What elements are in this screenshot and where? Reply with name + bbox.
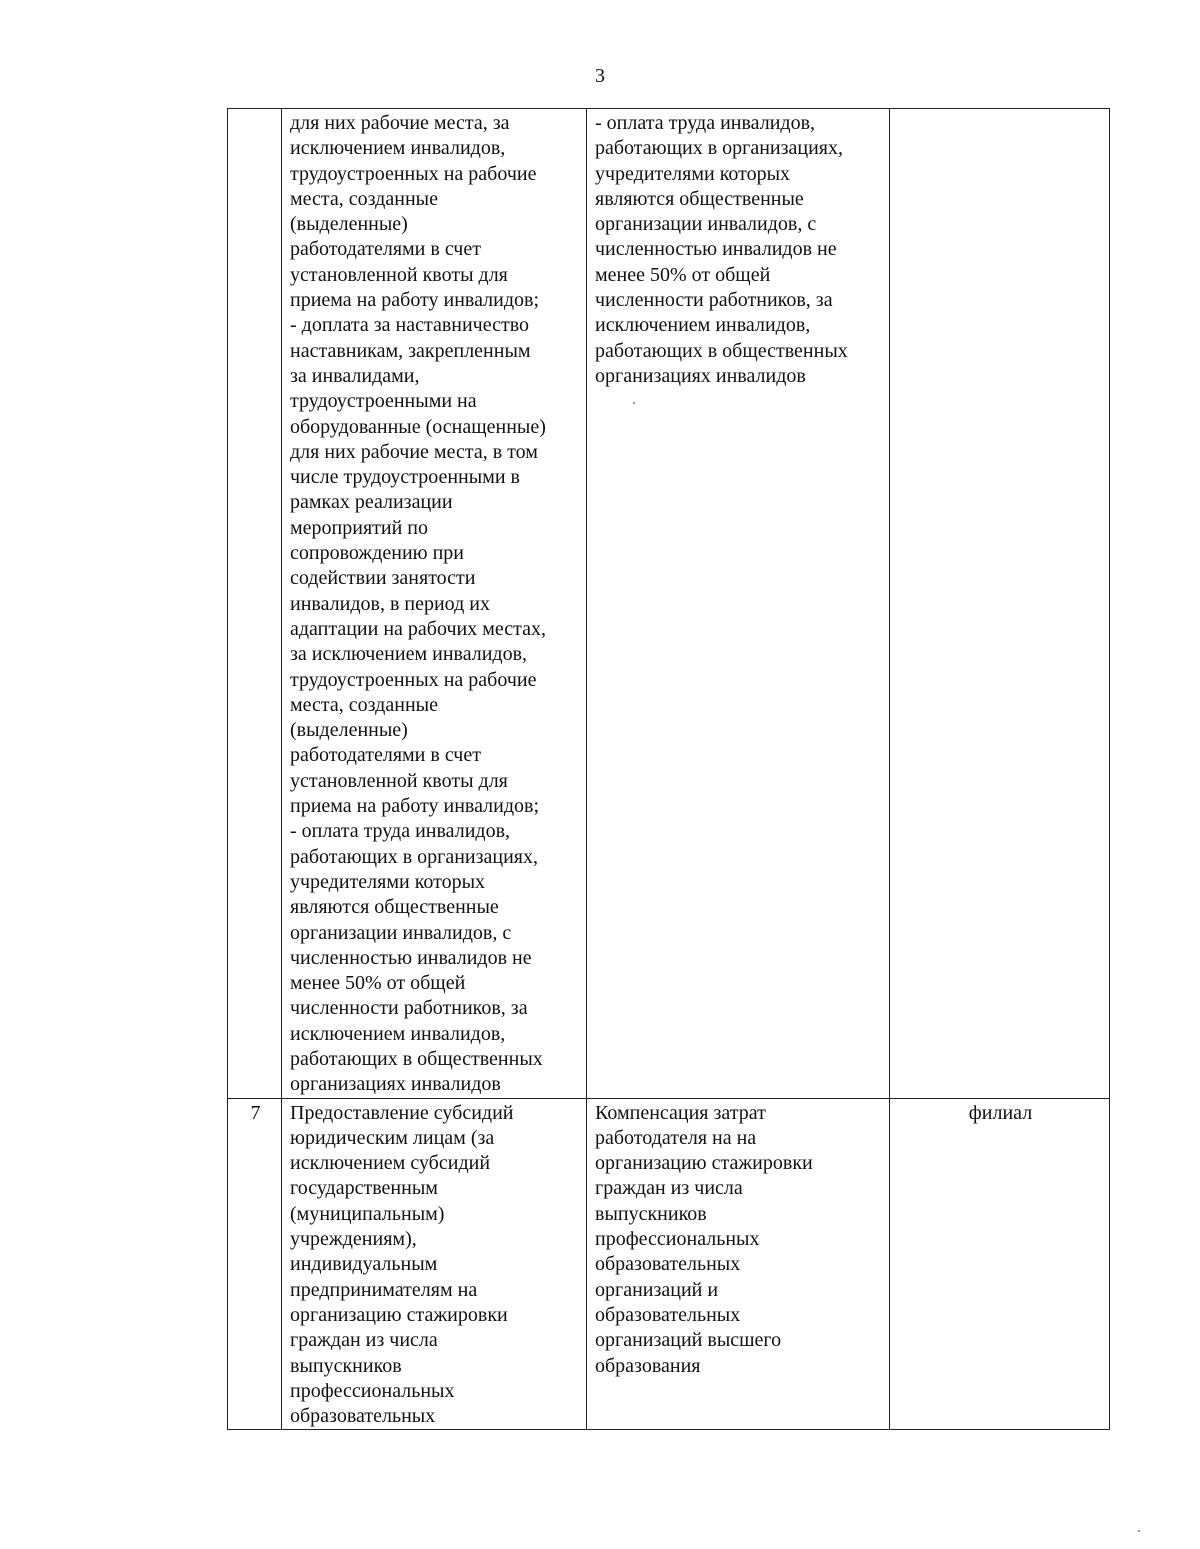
text-line: места, созданные xyxy=(290,693,438,716)
text-line: работодателями в счет xyxy=(290,238,481,261)
text-line: содействии занятости xyxy=(290,567,476,590)
text-line: работодателями в счет xyxy=(290,744,481,767)
text-line: исключением инвалидов, xyxy=(290,137,506,160)
text-line: (выделенные) xyxy=(290,213,408,236)
text-line: приема на работу инвалидов; xyxy=(290,795,540,818)
measure-purpose-cell xyxy=(587,109,890,1099)
text-line: для них рабочие места, за xyxy=(290,112,510,134)
text-line: трудоустроенными на xyxy=(290,390,477,413)
text-line: профессиональных xyxy=(595,1228,760,1251)
text-line: образовательных xyxy=(595,1253,741,1276)
text-line: менее 50% от общей xyxy=(290,972,466,995)
text-line: трудоустроенных на рабочие xyxy=(290,162,537,185)
text-line: мероприятий по xyxy=(290,516,428,539)
row-number-cell xyxy=(228,109,282,1099)
scan-speck xyxy=(633,402,635,404)
text-line: работодателя на на xyxy=(595,1126,757,1149)
text-line: (выделенные) xyxy=(290,719,408,742)
text-line: сопровождению при xyxy=(290,542,465,565)
text-line: численностью инвалидов не xyxy=(290,946,532,969)
text-line: Предоставление субсидий xyxy=(290,1101,514,1124)
text-line: учредителями которых xyxy=(290,870,486,893)
text-line: являются общественные xyxy=(595,187,804,210)
row-number-cell: 7 xyxy=(228,1098,282,1430)
text-line: оборудованные (оснащенные) xyxy=(290,415,546,438)
text-line: - доплата за наставничество xyxy=(290,314,530,337)
text-line: выпускников xyxy=(595,1202,707,1225)
text-line: граждан из числа xyxy=(290,1329,438,1352)
text-line: инвалидов, в период их xyxy=(290,592,490,615)
text-line: менее 50% от общей xyxy=(595,263,771,286)
text-line: организаций и xyxy=(595,1278,719,1301)
text-line: граждан из числа xyxy=(595,1177,743,1200)
page-number: 3 xyxy=(595,65,605,87)
text-line: адаптации на рабочих местах, xyxy=(290,617,546,640)
text-line: организацию стажировки xyxy=(595,1152,813,1175)
text-line: работающих в организациях, xyxy=(290,845,539,868)
table-row xyxy=(228,109,1110,1099)
text-line: приема на работу инвалидов; xyxy=(290,289,540,312)
text-line: числе трудоустроенными в xyxy=(290,466,520,489)
text-line: за исключением инвалидов, xyxy=(290,643,528,666)
text-line: рамках реализации xyxy=(290,491,453,514)
text-line: предпринимателям на xyxy=(290,1278,478,1301)
text-line: учреждениям), xyxy=(290,1228,417,1251)
executor-cell: филиал xyxy=(890,1098,1110,1430)
text-line: работающих в организациях, xyxy=(595,137,844,160)
text-line: образовательных xyxy=(290,1405,436,1428)
text-line: организацию стажировки xyxy=(290,1303,508,1326)
measure-description-cell xyxy=(282,109,587,1099)
text-line: образовательных xyxy=(595,1303,741,1326)
text-line: выпускников xyxy=(290,1354,402,1377)
text-line: для них рабочие места, в том xyxy=(290,440,538,463)
text-line: организациях инвалидов xyxy=(290,1073,501,1096)
text-line: образования xyxy=(595,1354,701,1377)
text-line: исключением инвалидов, xyxy=(595,314,811,337)
text-line: наставникам, закрепленным xyxy=(290,339,531,362)
executor-cell xyxy=(890,109,1110,1099)
text-line: организации инвалидов, с xyxy=(290,921,512,944)
text-line: численностью инвалидов не xyxy=(595,238,837,261)
text-line: за инвалидами, xyxy=(290,364,420,387)
text-line: трудоустроенных на рабочие xyxy=(290,668,537,691)
text-line: работающих в общественных xyxy=(290,1047,543,1070)
text-line: юридическим лицам (за xyxy=(290,1126,495,1149)
text-line: организациях инвалидов xyxy=(595,364,806,387)
text-line: исключением инвалидов, xyxy=(290,1022,506,1045)
text-line: места, созданные xyxy=(290,187,438,210)
text-line: - оплата труда инвалидов, xyxy=(595,112,816,134)
text-line: индивидуальным xyxy=(290,1253,438,1276)
text-line: установленной квоты для xyxy=(290,769,508,792)
text-line: - оплата труда инвалидов, xyxy=(290,820,511,843)
text-line: численности работников, за xyxy=(595,289,833,312)
measures-table xyxy=(227,108,1110,1430)
text-line: Компенсация затрат xyxy=(595,1101,766,1124)
table-row xyxy=(228,1098,1110,1430)
text-line: являются общественные xyxy=(290,896,499,919)
text-line: государственным xyxy=(290,1177,438,1200)
scan-speck xyxy=(1138,1530,1140,1532)
text-line: учредителями которых xyxy=(595,162,791,185)
text-line: установленной квоты для xyxy=(290,263,508,286)
text-line: исключением субсидий xyxy=(290,1152,491,1175)
text-line: численности работников, за xyxy=(290,997,528,1020)
text-line: организации инвалидов, с xyxy=(595,213,817,236)
measure-description-cell xyxy=(282,1098,587,1430)
measure-purpose-cell xyxy=(587,1098,890,1430)
text-line: работающих в общественных xyxy=(595,339,848,362)
text-line: организаций высшего xyxy=(595,1329,782,1352)
text-line: (муниципальным) xyxy=(290,1202,445,1225)
text-line: профессиональных xyxy=(290,1379,455,1402)
